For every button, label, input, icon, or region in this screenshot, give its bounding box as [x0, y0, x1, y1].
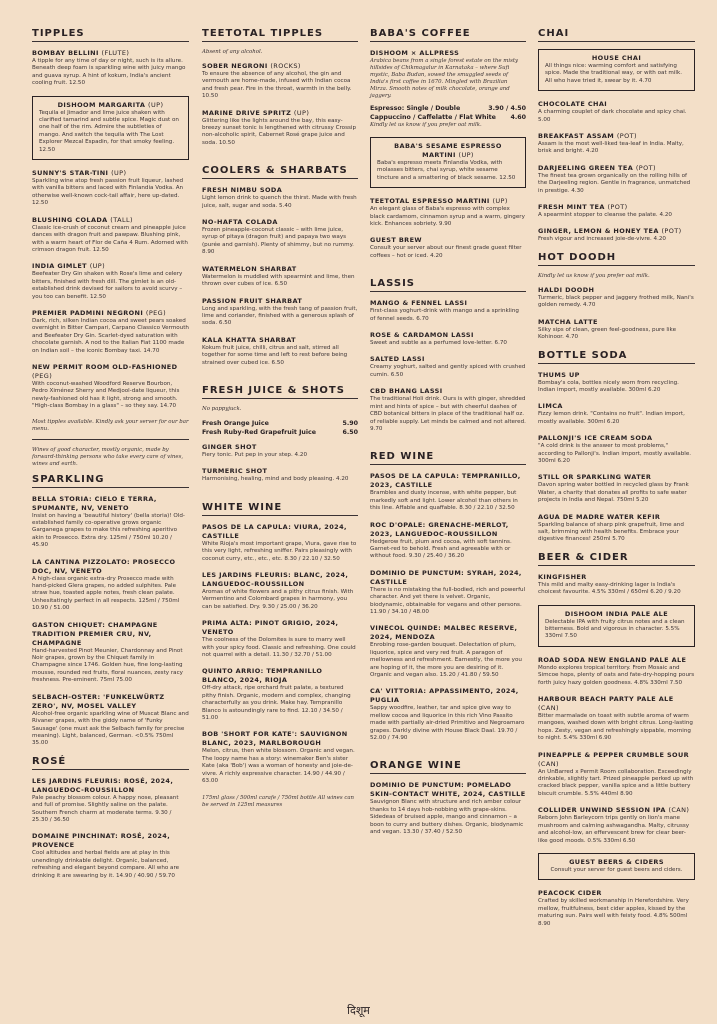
item-name: PINEAPPLE & PEPPER CRUMBLE SOUR	[538, 750, 690, 759]
item-name: SALTED LASSI	[370, 355, 425, 364]
item-description: A high-class organic extra-dry Prosecco made with hand-picked Glera grapes, no added sulphites. Pale straw hue, toasted apple notes, fresh clean palate. Unhesitatingly perfect in all respects. 125ml / 750ml 10.90 / 51.00	[32, 575, 180, 612]
item-tag: (CAN)	[538, 759, 559, 768]
menu-item	[538, 751, 695, 799]
item-description: Consult your server about our finest grade guest filter coffees – hot or iced. 4.20	[370, 245, 522, 259]
feature-box-dishoom-margarita	[32, 96, 189, 160]
divider	[202, 41, 358, 42]
line-name: Cappuccino / Caffelatte / Flat White	[370, 114, 496, 121]
menu-item	[32, 169, 189, 208]
price-line	[370, 104, 526, 113]
item-description: Classic ice-crush of coconut cream and pineapple juice dances with dragon fruit and pawpaw. Blushing pink, with a warm heart of Flor de Caña 4 Rum. Adorned with crimson dragon fruit. 12.50	[32, 224, 188, 253]
section-heading-red-wine: RED WINE	[370, 451, 435, 463]
feature-box-house-chai	[538, 49, 695, 91]
item-description: Sauvignon Blanc with structure and rich amber colour thanks to 14 days hob-nobbing with grape-skins. Sidedeas of bruised apple, mango and cinnamon – a boon to curry and buttery dishes. Organic, biodynamic and vegan. 13.30 / 37.40 / 52.50	[370, 799, 524, 836]
item-name: DOMAINE PINCHINAT: ROSÉ, 2024, PROVENCE	[32, 832, 171, 850]
item-name: KALA KHATTA SHARBAT	[202, 335, 296, 344]
item-description: Cool altitudes and herbal fields are at play in this unendingly drinkable delight. Organic, balanced, refreshing and elegant beyond compare. All who are drinking it are swearing by it. 14.90 / 40.90 / 59.70	[32, 850, 180, 879]
menu-item	[202, 109, 358, 148]
item-description: Sappy woodfire, leather, tar and spice give way to mellow cocoa and liquorice in this rich Vino Passito made with partially air-dried Primitivo and Negroamaro grapes. Darkly divine with House Black Daal. 19.70 / 52.00 / 74.90	[370, 705, 525, 742]
note: Absent of any alcohol.	[202, 49, 263, 55]
item-name: LIMCA	[538, 402, 563, 411]
item-name: LES JARDINS FLEURIS: BLANC, 2024, LANGUEDOC-ROUSSILLON	[202, 570, 349, 588]
menu-item	[32, 309, 189, 355]
item-description: Assam is the most well-liked tea-leaf in India. Malty, brisk and bright. 4.20	[538, 141, 684, 155]
divider	[32, 487, 189, 488]
menu-item	[538, 132, 695, 156]
menu-item	[370, 236, 526, 260]
note: 175ml glass / 500ml carafe / 750ml bottle All wines can be served in 125ml measures	[202, 795, 355, 809]
menu-item	[370, 355, 526, 379]
menu-item	[538, 473, 695, 504]
item-description: Delectable IPA with fruity citrus notes and a clean bitterness. Bold and vigorous in character. 5.5% 330ml 7.50	[545, 618, 685, 640]
item-description: Arabica beans from a single forest estate on the misty hillsides of Chikmagalur in Karnataka – where Sufi mystic, Baba Budan, sowed the smuggled seeds of India's first coffee in 1670. Mingled with Brazilian Mirza. Smooth notes of milk chocolate, orange and jaggery.	[370, 58, 519, 99]
menu-item	[538, 806, 695, 845]
menu-item	[370, 299, 526, 323]
item-tag: (POT)	[661, 227, 682, 236]
item-name: BLUSHING COLADA	[32, 215, 108, 224]
item-description: Watermelon is muddled with spearmint and lime, then thrown over cubes of ice. 6.50	[202, 273, 355, 288]
item-name: SOBER NEGRONI	[202, 62, 268, 70]
section-heading-bottle-soda: BOTTLE SODA	[538, 349, 628, 361]
item-tag: (ROCKS)	[270, 62, 301, 70]
item-name: PEACOCK CIDER	[538, 889, 602, 898]
note: Most tipples available. Kindly ask your server for our bar menu.	[32, 418, 189, 432]
menu-item	[370, 781, 526, 836]
item-name: WATERMELON SHARBAT	[202, 264, 297, 273]
divider	[202, 398, 358, 399]
menu-item	[370, 521, 526, 561]
menu-item	[202, 571, 358, 611]
menu-item	[202, 619, 358, 659]
item-description: Alcohol-free organic sparkling wine of Muscat Blanc and Rivaner grapes, with the giddy name of 'Funky Sausage' (one must ask the Selbach family for precise meaning). Light, balanced, German. <0.5% 750ml 35.00	[32, 710, 189, 747]
item-description: Pale peachy blossom colour. A happy nose, pleasant and full of promise. Slightly saline on the palate. Southern French charm at moderate terms. 9.30 / 25.30 / 36.50	[32, 794, 179, 823]
item-description: The coolness of the Dolomites is sure to marry well with your spicy food. Classic and refreshing. One could not quarrel with a detail. 11.30 / 32.70 / 51.00	[202, 637, 356, 658]
item-name: BELLA STORIA: CIELO E TERRA, SPUMANTE, NV, VENETO	[32, 494, 157, 512]
divider	[538, 265, 695, 266]
section-heading-hot-doodh: HOT DOODH	[538, 251, 617, 263]
item-name: FRESH NIMBU SODA	[202, 186, 283, 195]
item-description: Reborn John Barleycorn trips gently on lion's mane mushroom and calming ashwagandha. Malty, citrussy and alcohol-low, an effervescent brew for clear beer-like good moods. 0.5% 330ml 6.50	[538, 815, 690, 844]
menu-item	[538, 656, 695, 687]
menu-item	[32, 49, 189, 88]
divider	[370, 773, 526, 774]
menu-item	[538, 227, 695, 243]
item-name: PALLONJI'S ICE CREAM SODA	[538, 434, 653, 443]
divider	[538, 363, 695, 364]
item-name: ROC D'OPALE: GRENACHE-MERLOT, 2023, LANGUEDOC-ROUSSILLON	[370, 520, 509, 538]
line-price: 6.50	[342, 428, 358, 436]
item-name: BOMBAY BELLINI	[32, 49, 99, 57]
item-name: GASTON CHIQUET: CHAMPAGNE TRADITION PREMIER CRU, NV, CHAMPAGNE	[32, 620, 158, 647]
item-name: DOMINIO DE PUNCTUM: SYRAH, 2024, CASTILLE	[370, 568, 522, 586]
item-tag: (UP)	[458, 151, 474, 159]
divider	[32, 769, 189, 770]
item-tag: (POT)	[635, 163, 656, 172]
item-tag: (PEG)	[32, 371, 53, 380]
line-price: 5.90	[342, 419, 358, 427]
item-name: KINGFISHER	[538, 572, 587, 581]
item-description: An UnBarred x Permit Room collaboration. Exceedingly drinkable, slightly tart. Prized pineapple perked up with cracked black pepper, vanilla spice and a little buttery biscuit crumble. 5.5% 440ml 8.90	[538, 768, 694, 797]
item-description: Baba's espresso meets Finlandia Vodka, with molasses bitters, chai syrup, white sesame tincture and a smattering of black sesame. 12.50	[377, 160, 516, 181]
item-name: STILL OR SPARKLING WATER	[538, 473, 652, 482]
item-name: GUEST BREW	[370, 236, 423, 245]
menu-item	[538, 573, 695, 597]
item-description: Brambles and dusty incense, with white pepper, but markedly soft and light. Lower alcohol than others in this line. Affable and quaffable. 8.30 / 22.10 / 32.50	[370, 490, 518, 512]
item-name: ROSE & CARDAMON LASSI	[370, 331, 474, 340]
menu-item	[202, 443, 358, 459]
section-heading-beer-cider: BEER & CIDER	[538, 551, 629, 563]
item-description: Fiery tonic. Put pep in your step. 4.20	[202, 451, 307, 458]
item-description: Crafted by skilled workmanship in Herefordshire. Very mellow, fruitfulness, best cider apples, kissed by the maturing sun. Pairs well with feisty food. 4.8% 500ml 8.90	[538, 898, 689, 927]
item-description: Turmeric, black pepper and jaggery frothed milk, Nani's golden remedy. 4.70	[538, 294, 694, 309]
item-tag: (CAN)	[668, 806, 690, 815]
divider	[370, 41, 526, 42]
section-heading-sparkling: SPARKLING	[32, 473, 105, 485]
item-description: Mondo explores tropical territory. From Mosaic and Simcoe hops, plenty of oats and fate-dry-hopping pours forth juicy hazy golden goodness. 4.8% 330ml 7.50	[538, 664, 695, 686]
item-name: AGUA DE MADRE WATER KEFIR	[538, 512, 661, 521]
item-tag: (UP)	[89, 262, 106, 271]
item-description: Creamy yoghurt, salted and gently spiced with crushed cumin. 6.50	[370, 364, 526, 378]
item-description: Hand-harvested Pinot Meunier, Chardonnay and Pinot Noir grapes, grown by the Chiquet family in Champagne since 1746. Golden hue, fine long-lasting mousse, rounded red fruits, floral nuances, zesty racy freshness. Pre-eminent. 75ml 75.00	[32, 647, 183, 684]
menu-item	[538, 100, 695, 124]
item-tag: (UP)	[293, 108, 310, 117]
divider	[538, 41, 695, 42]
item-name: GINGER SHOT	[202, 442, 257, 451]
item-description: "A cold drink is the answer to most problems," according to Pallonji's. Indian import, mostly available. 300ml 6.20	[538, 443, 692, 464]
item-name: PASOS DE LA CAPULA: TEMPRANILLO, 2023, CASTILLE	[370, 472, 521, 490]
section-heading-chai: CHAI	[538, 28, 570, 39]
item-description: Silky sips of clean, green feel-goodness, pure like Kohinoor. 4.70	[538, 326, 677, 341]
item-description: Fizzy lemon drink. "Contains no fruit". Indian import, mostly available. 300ml 6.20	[538, 411, 685, 425]
item-description: Beefeater Dry Gin shaken with Rose's lime and celery bitters, finished with fresh dill. The gimlet is an old-established drink devised for sailors to avoid scurvy – you too can benefit. 12.50	[32, 271, 183, 300]
item-name: PREMIER PADMINI NEGRONI	[32, 308, 144, 317]
item-description: To ensure the absence of any alcohol, the gin and vermouth are home-made, infused with Indian cocoa and fresh pear. Fire in the throat, warmth in the belly. 10.50	[202, 71, 352, 100]
menu-item	[202, 336, 358, 367]
item-name: PRIMA ALTA: PINOT GRIGIO, 2024, VENETO	[202, 619, 339, 637]
item-description: Bitter marmalade on toast with subtle aroma of warm mangoes, washed down with bright citrus. Long-lasting hops. Zesty, vegan and refreshingly sippable, morning to night. 5.4% 330ml 6.90	[538, 713, 693, 742]
item-description: Fresh vigour and increased joie-de-vivre. 4.20	[538, 236, 666, 243]
item-name: LES JARDINS FLEURIS: ROSÉ, 2024, LANGUEDOC-ROUSSILLON	[32, 776, 174, 794]
menu-item	[32, 832, 189, 880]
menu-item	[370, 331, 526, 347]
section-heading-tipples: TIPPLES	[32, 28, 85, 39]
menu-item	[202, 218, 358, 257]
item-name: BOB 'SHORT FOR KATE': SAUVIGNON BLANC, 2023, MARLBOROUGH	[202, 730, 348, 748]
item-name: CHOCOLATE CHAI	[538, 100, 608, 109]
item-description: Melon, citrus, then white blossom. Organic and vegan. The loopy name has a story: winemaker Ben's sister Kate (aka 'Bob') was a woman of honesty and joie-de-vivre. A richly expressive character. 14.90 / 44.90 / 63.00	[202, 748, 355, 785]
note: Wines of good character, mostly organic, made by forward-thinking persons who take every care of vines, wines and earth.	[32, 446, 184, 467]
menu-item	[538, 889, 695, 928]
item-name: VINECOL QUINDE: MALBEC RESERVE, 2024, MENDOZA	[370, 624, 518, 642]
divider	[370, 464, 526, 465]
feature-box-guest-beers	[538, 853, 695, 880]
item-description: Consult your server for guest beers and ciders.	[550, 866, 683, 873]
item-description: Dark, rich, silken Indian cocoa and sweet pears soaked overnight in Bitter Campari, Carpano Classico Vermouth and Beefeater Dry Gin. Scarlet-dyed saturation with chocolate garnish. A nod to the Italian Fiat 1100 made on Indian soil – the iconic Bombay taxi. 14.70	[32, 317, 189, 354]
column-4	[538, 28, 695, 936]
note: Kindly let us know if you prefer oat milk.	[538, 272, 650, 279]
item-tag: (UP)	[492, 197, 508, 206]
item-description: An elegant glass of Baba's espresso with complex black cardamom, cinnamon syrup and a warm, gingery kick. Enhances sobriety. 9.90	[370, 206, 525, 228]
item-description: Sparkling balance of sharp pink grapefruit, lime and salt, brimming with health benefits. Embrace your digestive finances! 250ml 5.70	[538, 521, 684, 543]
item-description: Frozen pineapple-coconut classic – with lime juice, syrup of pitaya (dragon fruit) and papaya two ways (purée and garnish). Plenty of shimmy, but no rummy. 8.90	[202, 227, 354, 256]
item-name: HALDI DOODH	[538, 285, 595, 294]
section-heading-babas-coffee: BABA'S COFFEE	[370, 28, 471, 39]
menu-item	[538, 371, 695, 395]
menu-item	[370, 624, 526, 679]
menu-item	[32, 495, 189, 550]
menu-item	[32, 216, 189, 255]
menu-item	[32, 621, 189, 685]
item-name: BABA'S SESAME ESPRESSO MARTINI	[394, 142, 502, 159]
item-description: Kokum fruit juice, chilli, citrus and salt, stirred all together for some time and left to rest before being strained over cubed ice. 6.50	[202, 344, 348, 366]
menu-item	[370, 387, 526, 433]
item-description: All things nice: warming comfort and satisfying spice. Made the traditional way, or with oat milk. All who have tried it, swear by it. 4.70	[545, 63, 682, 84]
item-name: HOUSE CHAI	[591, 54, 642, 62]
feature-box-dishoom-ipa	[538, 605, 695, 647]
item-description: The traditional Holi drink. Ours is with ginger, shredded mint and hints of spice – but with cheerful dashes of CBD botanical bitters in place of the traditional half oz. of reliable supply. Let minds be calmed and not altered. 9.70	[370, 396, 526, 432]
item-name: SELBACH-OSTER: 'FUNKELWÜRTZ ZERO', NV, MOSEL VALLEY	[32, 692, 165, 710]
item-name: CA' VITTORIA: APPASSIMENTO, 2024, PUGLIA	[370, 687, 519, 705]
dishoom-logo: दिशूम	[347, 1004, 370, 1017]
item-description: Light lemon drink to quench the thirst. Made with fresh juice, salt, sugar and soda. 5.40	[202, 195, 357, 209]
item-name: MATCHA LATTE	[538, 317, 598, 326]
feature-box-sesame-espresso-martini	[370, 137, 526, 188]
menu-item	[538, 164, 695, 195]
line-price: 4.60	[510, 114, 526, 121]
menu-item	[538, 402, 695, 426]
item-name: GINGER, LEMON & HONEY TEA	[538, 227, 659, 236]
item-name: PASSION FRUIT SHARBAT	[202, 296, 303, 305]
item-name: DISHOOM × ALLPRESS	[370, 49, 460, 57]
item-description: White Rioja's most important grape, Viura, gave rise to this very light, refreshing sniffer. Pairs pleasingly with coconut curry, etc., etc., etc. 8.30 / 22.10 / 32.50	[202, 540, 357, 562]
item-description: Aromas of white flowers and a pithy citrus finish. With Vermentino and Colombard grapes in harmony, you can be satisfied. Dry. 9.30 / 25.00 / 36.20	[202, 588, 354, 610]
line-name: Fresh Ruby-Red Grapefruit Juice	[202, 428, 317, 436]
item-description: A tipple for any time of day or night, such is its allure. Beneath deep foam is sparkling wine with juicy mango and guava syrup. A hint of kokum, India's ancient cooling fruit. 12.50	[32, 58, 186, 87]
item-name: HARBOUR BEACH PARTY PALE ALE	[538, 695, 674, 704]
menu-item	[370, 472, 526, 512]
menu-item	[202, 62, 358, 101]
menu-item	[202, 467, 358, 483]
item-name: BREAKFAST ASSAM	[538, 132, 615, 141]
menu-item	[202, 265, 358, 289]
section-heading-orange-wine: ORANGE WINE	[370, 760, 462, 772]
line-name: Fresh Orange Juice	[202, 419, 269, 427]
menu-item	[538, 513, 695, 544]
menu-item	[32, 262, 189, 301]
item-description: Long and sparkling, with the fresh tang of passion fruit, lime and coriander, finished with a generous splash of soda. 6.50	[202, 305, 358, 327]
item-description: Bombay's cola, bottles nicely worn from recycling. Indian import, mostly available. 300ml 6.20	[538, 379, 679, 393]
note: Kindly let us know if you prefer oat milk.	[370, 122, 482, 128]
item-description: A charming couplet of dark chocolate and spicy chai. 5.00	[538, 109, 687, 123]
item-name: DISHOOM MARGARITA	[57, 100, 146, 109]
menu-item	[370, 197, 526, 228]
divider	[202, 515, 358, 516]
section-heading-lassis: LASSIS	[370, 278, 415, 290]
item-description: Harmonising, healing, mind and body pleasing. 4.20	[202, 476, 349, 483]
menu-item	[538, 203, 695, 219]
item-name: DISHOOM INDIA PALE ALE	[564, 609, 669, 618]
item-name: DOMINIO DE PUNCTUM: POMELADO SKIN-CONTACT WHITE, 2024, CASTILLE	[370, 781, 526, 799]
menu-item	[202, 667, 358, 722]
item-tag: (TALL)	[110, 215, 133, 224]
menu-item	[370, 687, 526, 742]
item-name: LA CANTINA PIZZOLATO: PROSECCO DOC, NV, VENETO	[32, 557, 176, 575]
line-name: Espresso: Single / Double	[370, 105, 461, 112]
divider	[32, 41, 189, 42]
price-line	[202, 419, 358, 428]
price-line	[370, 113, 526, 122]
menu-item	[202, 297, 358, 328]
line-price: 3.90 / 4.50	[488, 105, 526, 112]
menu-item	[538, 695, 695, 743]
menu-item	[32, 363, 189, 411]
column-3	[370, 28, 526, 844]
section-heading-white-wine: WHITE WINE	[202, 501, 283, 513]
item-tag: (POT)	[607, 203, 628, 212]
divider	[202, 178, 358, 179]
item-description: This mild and malty easy-drinking lager is India's choicest favourite. 4.5% 330ml / 650ml 6.20 / 9.20	[538, 581, 681, 596]
divider	[538, 565, 695, 566]
menu-item	[538, 318, 695, 342]
section-heading-teetotal: TEETOTAL TIPPLES	[202, 28, 324, 39]
item-tag: (UP)	[148, 100, 164, 109]
menu-item	[32, 777, 189, 825]
price-line	[202, 428, 358, 437]
item-description: Glittering like the lights around the bay, this easy-breezy sunset tonic is lengthened with citrussy Crossip non-alcoholic spirit, Cabernet Rosé grape juice and soda. 10.50	[202, 117, 357, 146]
item-name: QUINTO ARRIO: TEMPRANILLO BLANCO, 2024, RIOJA	[202, 667, 323, 685]
item-description: Enrobing rose-garden bouquet. Delectation of plum, liquorice, spice and very red fruit. A paragon of mellowness and refreshment. Earnestly, the more you are hoping of it, the more you are desiring of it. Organic and vegan also. 15.20 / 41.80 / 59.50	[370, 642, 522, 678]
item-name: SUNNY'S STAR-TINI	[32, 169, 109, 178]
item-description: First-class yoghurt-drink with mango and a sprinkling of fennel seeds. 6.70	[370, 308, 519, 322]
section-heading-fresh-juice: FRESH JUICE & SHOTS	[202, 384, 345, 396]
menu-item	[202, 523, 358, 563]
item-description: Sparkling wine atop fresh passion fruit liqueur, lashed with vanilla bitters and laced with Finlandia Vodka. An otherwise well-known cock-tail affair, here up-dated. 12.50	[32, 178, 184, 207]
section-heading-coolers: COOLERS & SHARBATS	[202, 165, 348, 177]
item-description: Insist on having a 'beautiful history' (bella storia)! Old-established family co-operative grows organic Garganega grapes to make this refreshing aperitivo akin to Prosecco. Extra dry. 125ml / 750ml 10.20 / 45.90	[32, 512, 185, 549]
item-name: DARJEELING GREEN TEA	[538, 163, 634, 172]
menu-item	[370, 49, 526, 129]
menu-item	[32, 558, 189, 613]
item-name: FRESH MINT TEA	[538, 203, 605, 212]
item-description: Sweet and subtle as a perfumed love-letter. 6.70	[370, 340, 507, 347]
menu-item	[202, 730, 358, 785]
item-tag: (CAN)	[538, 704, 559, 713]
menu-item	[370, 569, 526, 617]
item-name: NEW PERMIT ROOM OLD-FASHIONED	[32, 362, 178, 371]
menu-item	[538, 434, 695, 465]
item-description: Off-dry attack, ripe orchard fruit palate, a textured pithy finish. Organic, modern and complex, changing characterfully as you drink. Make hay. Tempranillo Blanco is astoundingly rare to find. 12.10 / 34.50 / 51.00	[202, 685, 351, 722]
item-description: With coconut-washed Woodford Reserve Bourbon, Pedro Ximénez Sherry and Medjool-date liqueur, this newly-fashioned old has it light, strong and smooth. "High-class Bombay in a glass" – so they say. 14.70	[32, 380, 180, 410]
item-name: MANGO & FENNEL LASSI	[370, 299, 468, 308]
item-name: COLLIDER UNWIND SESSION IPA	[538, 806, 666, 815]
item-tag: (POT)	[616, 132, 637, 141]
item-tag: (UP)	[111, 169, 127, 178]
item-name: MARINE DRIVE SPRITZ	[202, 108, 292, 117]
item-description: A spearmint stopper to cleanse the palate. 4.20	[538, 212, 672, 219]
note: No pappyjuck.	[202, 405, 242, 412]
column-1	[32, 28, 189, 888]
item-name: PASOS DE LA CAPULA: VIURA, 2024, CASTILLE	[202, 522, 347, 540]
item-name: GUEST BEERS & CIDERS	[569, 857, 664, 866]
item-description: The finest tea grown organically on the rolling hills of the Darjeeling region. Gentle in fragrance, unmatched in prestige. 4.30	[538, 172, 691, 194]
menu-item	[32, 693, 189, 748]
item-name: CBD BHANG LASSI	[370, 387, 443, 396]
item-tag: (PEG)	[145, 308, 167, 317]
section-heading-rose: ROSÉ	[32, 755, 67, 767]
menu-item	[202, 186, 358, 210]
item-description: Hedgerow fruit, plum and cocoa, with soft tannins. Garnet-red to behold. Fresh and agreeable with or without food. 9.30 / 25.40 / 36.20	[370, 538, 512, 560]
item-name: INDIA GIMLET	[32, 262, 88, 271]
item-description: Davon spring water bottled in recycled glass by Frank Water, a charity that donates all profits to safe water projects in India and Nepal. 750ml 5.20	[538, 482, 689, 504]
item-name: THUMS UP	[538, 370, 580, 379]
item-name: TEETOTAL ESPRESSO MARTINI	[370, 197, 490, 206]
item-name: ROAD SODA NEW ENGLAND PALE ALE	[538, 655, 687, 664]
item-name: TURMERIC SHOT	[202, 467, 268, 476]
item-tag: (FLUTE)	[101, 49, 130, 57]
divider	[32, 439, 189, 440]
item-name: NO-HAFTA COLADA	[202, 218, 278, 227]
column-2	[202, 28, 358, 815]
item-description: Tequila el Jimador and lime juice shaken with clarified tamarind and subtle spice. Magic dust on one half of the rim. Admire the subtleties of mango. And switch the tequila with The Lost Explorer Mezcal Espadin, for that smoky feeling. 12.50	[39, 109, 179, 153]
item-description: There is no mistaking the full-bodied, rich and powerful character. And yet there is velvet. Organic, biodynamic, obtainable for vegans and other persons. 11.90 / 34.10 / 48.00	[370, 586, 526, 615]
divider	[370, 291, 526, 292]
menu-item	[538, 286, 695, 310]
